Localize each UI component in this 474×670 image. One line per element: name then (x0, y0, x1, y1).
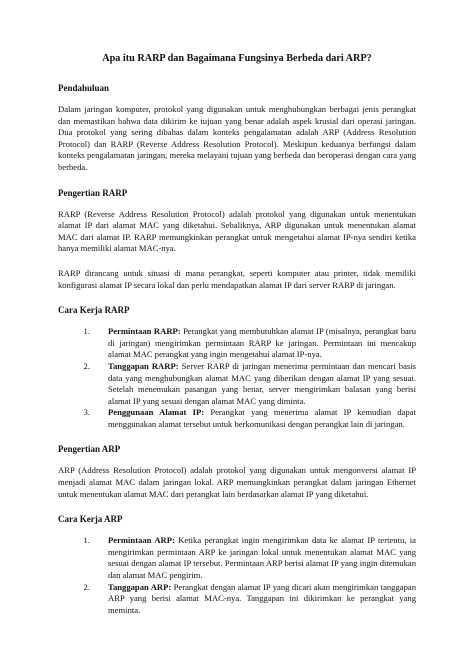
list-number: 3. (83, 407, 90, 418)
list-number: 1. (83, 535, 90, 546)
section-heading: Pengertian ARP (58, 444, 121, 455)
paragraph: ARP (Address Resolution Protocol) adalah protokol yang digunakan untuk mengonversi alamat IP menjadi alamat MAC dalam jaringan lokal. ARP memungkinkan perangkat dalam jaringan Ethernet untuk menentukan alamat MAC dari perangkat lain berdasarkan alamat IP yang diketahui. (58, 465, 416, 499)
list-item (58, 361, 416, 407)
paragraph: Dalam jaringan komputer, protokol yang digunakan untuk menghubungkan berbagai jenis perangkat dan memastikan bahwa data dikirim ke tujuan yang benar adalah aspek krusial dari operasi jaringan. Dua protokol yang sering dibahas dalam konteks pengalamatan adalah ARP (Address Resolution Protocol) dan RARP (Reverse Address Resolution Protocol). Meskipun keduanya berfungsi dalam konteks pengalamatan jaringan, mereka melayani tujuan yang berbeda dan beroperasi dengan cara yang berbeda. (58, 104, 416, 172)
paragraph: RARP (Reverse Address Resolution Protocol) adalah protokol yang digunakan untuk menentukan alamat IP dari alamat MAC yang diketahui. Sebaliknya, ARP digunakan untuk menentukan alamat MAC dari alamat IP. RARP memungkinkan perangkat untuk mengetahui alamat IP-nya sendiri ketika hanya memiliki alamat MAC-nya. (58, 208, 416, 254)
list-item-text: Perangkat yang membutuhkan alamat IP (misalnya, perangkat baru di jaringan) mengirimkan permintaan RARP ke jaringan. Permintaan ini mencakup alamat MAC perangkat yang ingin mengetahui alamat IP-nya. (108, 326, 416, 360)
section-heading: Pengertian RARP (58, 187, 128, 198)
list-item-label: Permintaan RARP: (108, 326, 181, 337)
list-item-text: Perangkat yang menerima alamat IP kemudian dapat menggunakan alamat tersebut untuk berkomunikasi dengan perangkat lain di jaringan. (108, 407, 416, 429)
list-item-text: Perangkat dengan alamat IP yang dicari akan mengirimkan tanggapan ARP yang berisi alamat MAC-nya. Tanggapan ini dikirimkan ke perangkat yang meminta. (108, 581, 416, 615)
section-cara-kerja-arp (58, 513, 416, 616)
list-item-label: Tanggapan ARP: (108, 581, 172, 592)
document-title: Apa itu RARP dan Bagaimana Fungsinya Berbeda dari ARP? (102, 53, 372, 64)
list-item (58, 535, 416, 581)
list-number: 2. (83, 581, 90, 592)
list-item (58, 326, 416, 361)
section-heading: Cara Kerja RARP (58, 305, 130, 316)
paragraph: RARP dirancang untuk situasi di mana perangkat, seperti komputer atau printer, tidak memiliki konfigurasi alamat IP secara lokal dan perlu mendapatkan alamat IP dari server RARP di jaringan. (58, 267, 416, 290)
list-number: 1. (83, 326, 90, 337)
section-cara-kerja-rarp (58, 304, 416, 430)
list-item-label: Penggunaan Alamat IP: (108, 407, 205, 418)
numbered-list (58, 326, 416, 430)
section-heading: Cara Kerja ARP (58, 514, 123, 525)
numbered-list (58, 535, 416, 616)
section-pengertian-rarp (58, 187, 416, 292)
list-number: 2. (83, 360, 90, 371)
list-item-label: Tanggapan RARP: (108, 360, 179, 371)
list-item-text: Server RARP di jaringan menerima permintaan dan mencari basis data yang menghubungkan alamat MAC yang diberikan dengan alamat IP yang sesuai. Setelah menemukan pasangan yang benar, server mengirimkan balasan yang berisi alamat IP yang sesuai dengan alamat MAC yang diminta. (108, 360, 416, 406)
list-item (58, 582, 416, 617)
list-item (58, 407, 416, 430)
section-pengertian-arp (58, 443, 416, 500)
list-item-label: Permintaan ARP: (108, 535, 175, 546)
list-item-text: Ketika perangkat ingin mengirimkan data ke alamat IP tertentu, ia mengirimkan permintaan ARP ke jaringan lokal untuk menentukan alamat MAC yang sesuai dengan alamat IP tersebut. Permintaan ARP berisi alamat IP yang ingin ditemukan dan alamat MAC pengirim. (108, 535, 416, 581)
section-pendahuluan (58, 82, 416, 174)
section-heading: Pendahuluan (58, 83, 110, 93)
